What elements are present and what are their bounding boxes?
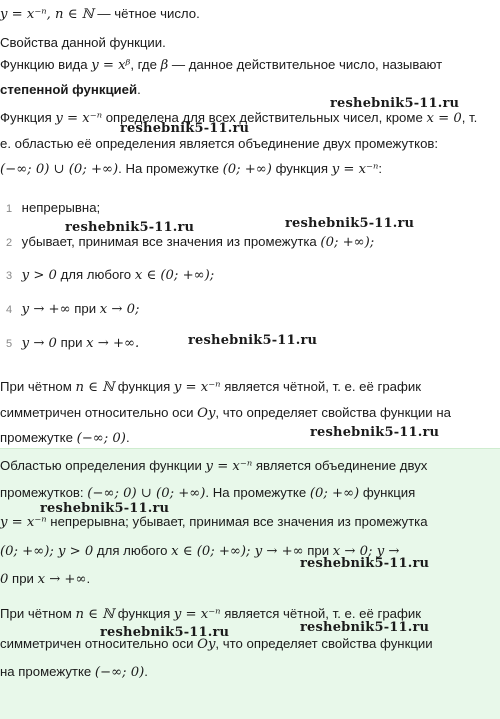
answer-line: y = x⁻ⁿ непрерывна; убывает, принимая все значения из промежутка bbox=[0, 514, 428, 530]
watermark: reshebnik5-11.ru bbox=[40, 501, 170, 516]
watermark: reshebnik5-11.ru bbox=[100, 625, 230, 640]
parity-line-3: промежутке (−∞; 0). bbox=[0, 430, 130, 446]
list-item: 4 y → +∞ при x → 0; bbox=[5, 301, 140, 317]
watermark: reshebnik5-11.ru bbox=[310, 425, 440, 440]
answer-line: на промежутке (−∞; 0). bbox=[0, 664, 148, 680]
watermark: reshebnik5-11.ru bbox=[285, 216, 415, 231]
domain-line-3: (−∞; 0) ∪ (0; +∞). На промежутке (0; +∞) функция y = x⁻ⁿ: bbox=[0, 161, 382, 177]
answer-line: При чётном n ∈ ℕ функция y = x⁻ⁿ является чётной, т. е. её график bbox=[0, 606, 421, 622]
answer-line: симметричен относительно оси Oy, что определяет свойства функции bbox=[0, 636, 433, 652]
answer-line: (0; +∞); y > 0 для любого x ∈ (0; +∞); y → +∞ при x → 0; y → bbox=[0, 543, 400, 559]
list-item: 3 y > 0 для любого x ∈ (0; +∞); bbox=[5, 267, 215, 283]
watermark: reshebnik5-11.ru bbox=[188, 333, 318, 348]
heading-line bbox=[0, 4, 200, 24]
heading-text: — чётное число. bbox=[93, 6, 200, 21]
list-item: 1 непрерывна; bbox=[5, 200, 101, 215]
properties-title: Свойства данной функции. bbox=[0, 35, 166, 50]
power-formula: y = xᵝ bbox=[91, 58, 131, 73]
answer-line: 0 при x → +∞. bbox=[0, 571, 91, 587]
list-item: 5 y → 0 при x → +∞. bbox=[5, 335, 140, 351]
domain-line-2: е. областью её определения является объединение двух промежутков: bbox=[0, 136, 439, 151]
list-item: 2 убывает, принимая все значения из промежутка (0; +∞); bbox=[5, 234, 375, 250]
definition-line: Функцию вида y = xᵝ, где β — данное действительное число, называют bbox=[0, 57, 443, 73]
watermark: reshebnik5-11.ru bbox=[120, 121, 250, 136]
answer-line: Областью определения функции y = x⁻ⁿ является объединение двух bbox=[0, 458, 428, 474]
watermark: reshebnik5-11.ru bbox=[330, 96, 460, 111]
definition-term-line: степенной функцией. bbox=[0, 82, 141, 97]
domain-line-1: Функция y = x⁻ⁿ определена для всех действительных чисел, кроме x = 0, т. bbox=[0, 110, 478, 126]
answer-line: промежутков: (−∞; 0) ∪ (0; +∞). На промежутке (0; +∞) функция bbox=[0, 485, 416, 501]
bold-term: степенной функцией bbox=[0, 82, 138, 97]
heading-formula: y = x⁻ⁿ, n ∈ ℕ bbox=[0, 7, 94, 22]
parity-line-2: симметричен относительно оси Oy, что определяет свойства функции на bbox=[0, 405, 451, 421]
parity-line-1: При чётном n ∈ ℕ функция y = x⁻ⁿ является чётной, т. е. её график bbox=[0, 379, 421, 395]
watermark: reshebnik5-11.ru bbox=[300, 620, 430, 635]
watermark: reshebnik5-11.ru bbox=[65, 220, 195, 235]
watermark: reshebnik5-11.ru bbox=[300, 556, 430, 571]
